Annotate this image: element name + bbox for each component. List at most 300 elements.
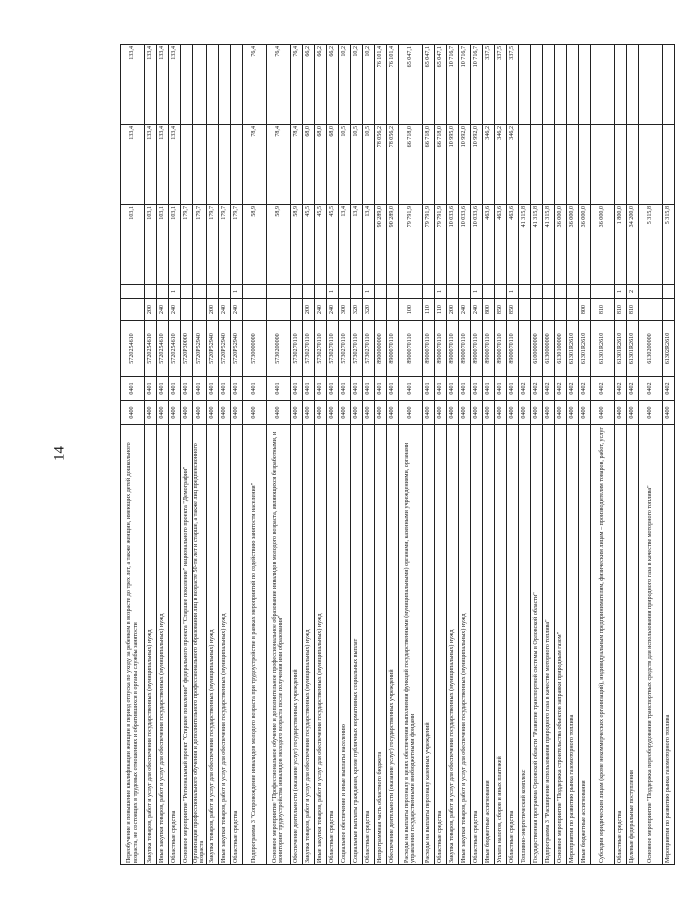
amount-year-3: 65 047,1 xyxy=(434,45,446,125)
table-row xyxy=(506,45,518,865)
table-row xyxy=(169,45,181,865)
subsection-code: 0401 xyxy=(458,377,470,401)
funding-source-code xyxy=(338,285,350,299)
amount-year-1: 58,9 xyxy=(290,205,302,285)
section-code: 0400 xyxy=(554,401,566,425)
amount-year-2 xyxy=(181,125,193,205)
subsection-code: 0401 xyxy=(398,377,422,401)
amount-year-1: 10 033,6 xyxy=(458,205,470,285)
section-code: 0400 xyxy=(446,401,458,425)
target-article-code: 61301R2610 xyxy=(614,321,626,377)
amount-year-1: 79 791,9 xyxy=(434,205,446,285)
amount-year-2: 78,4 xyxy=(266,125,290,205)
amount-year-2: 133,4 xyxy=(121,125,145,205)
amount-year-1: 41 315,8 xyxy=(542,205,554,285)
funding-source-code xyxy=(458,285,470,299)
subsection-code: 0401 xyxy=(434,377,446,401)
amount-year-1: 45,5 xyxy=(326,205,338,285)
amount-year-1: 179,7 xyxy=(193,205,207,285)
expense-type-code xyxy=(193,299,207,321)
row-name: Государственная программа Орловской области "Развитие транспортной системы в Орловской области" xyxy=(530,425,542,865)
amount-year-3: 337,5 xyxy=(482,45,494,125)
row-name: Переобучение и повышение квалификации женщин в период отпуска по уходу за ребенком в возрасте до трех лет, а также женщин, имеющих детей дошкольного возраста, не состоящих в трудовых отношениях и обратившихся в органы службы занятости xyxy=(121,425,145,865)
expense-type-code: 240 xyxy=(157,299,169,321)
amount-year-1: 36 000,0 xyxy=(554,205,566,285)
row-name: Основное мероприятие "Поддержка строительства объектов заправки природным газом" xyxy=(554,425,566,865)
row-name: Социальные выплаты гражданам, кроме публичных нормативных социальных выплат xyxy=(350,425,362,865)
expense-type-code: 200 xyxy=(145,299,157,321)
row-name: Областные средства xyxy=(230,425,242,865)
amount-year-1: 179,7 xyxy=(218,205,230,285)
amount-year-3 xyxy=(554,45,566,125)
expense-type-code xyxy=(638,299,662,321)
amount-year-3 xyxy=(566,45,578,125)
target-article-code: 61301R2610 xyxy=(566,321,578,377)
rotated-page-content xyxy=(120,45,672,865)
amount-year-3: 133,4 xyxy=(121,45,145,125)
row-name: Основное мероприятие "Поддержка переоборудования транспортных средств для использования природного газа в качестве моторного топлива" xyxy=(638,425,662,865)
subsection-code: 0401 xyxy=(386,377,398,401)
subsection-code: 0402 xyxy=(566,377,578,401)
expense-type-code: 240 xyxy=(314,299,326,321)
expense-type-code: 200 xyxy=(302,299,314,321)
row-name: Закупка товаров, работ и услуг для обеспечения государственных (муниципальных) нужд xyxy=(446,425,458,865)
row-name: Топливно-энергетический комплекс xyxy=(518,425,530,865)
subsection-code: 0402 xyxy=(638,377,662,401)
amount-year-2 xyxy=(626,125,638,205)
target-article-code: 5730270110 xyxy=(326,321,338,377)
amount-year-1: 45,5 xyxy=(314,205,326,285)
funding-source-code xyxy=(398,285,422,299)
section-code: 0400 xyxy=(206,401,218,425)
row-name: Закупка товаров, работ и услуг для обеспечения государственных (муниципальных) нужд xyxy=(145,425,157,865)
funding-source-code xyxy=(422,285,434,299)
target-article-code: 61301R2610 xyxy=(578,321,590,377)
table-row xyxy=(662,45,674,865)
section-code: 0400 xyxy=(470,401,482,425)
subsection-code: 0402 xyxy=(614,377,626,401)
amount-year-1: 10 033,6 xyxy=(446,205,458,285)
section-code: 0400 xyxy=(494,401,506,425)
section-code: 0400 xyxy=(242,401,266,425)
table-row xyxy=(518,45,530,865)
amount-year-1: 179,7 xyxy=(206,205,218,285)
section-code: 0400 xyxy=(326,401,338,425)
amount-year-1: 103,1 xyxy=(169,205,181,285)
target-article-code: 5730270110 xyxy=(314,321,326,377)
amount-year-2: 68,0 xyxy=(314,125,326,205)
amount-year-1: 79 791,9 xyxy=(398,205,422,285)
subsection-code: 0401 xyxy=(506,377,518,401)
subsection-code: 0401 xyxy=(157,377,169,401)
section-code: 0400 xyxy=(157,401,169,425)
target-article-code: 5730270110 xyxy=(362,321,374,377)
amount-year-3: 10 716,7 xyxy=(446,45,458,125)
amount-year-3: 66,2 xyxy=(326,45,338,125)
amount-year-2 xyxy=(193,125,207,205)
target-article-code: 5720254610 xyxy=(145,321,157,377)
section-code: 0400 xyxy=(434,401,446,425)
amount-year-1: 90 289,0 xyxy=(386,205,398,285)
subsection-code: 0401 xyxy=(422,377,434,401)
table-row xyxy=(362,45,374,865)
amount-year-2: 10,5 xyxy=(362,125,374,205)
table-row xyxy=(326,45,338,865)
amount-year-3 xyxy=(193,45,207,125)
amount-year-1: 1 800,0 xyxy=(614,205,626,285)
table-row xyxy=(266,45,290,865)
row-name: Областные средства xyxy=(470,425,482,865)
amount-year-2 xyxy=(554,125,566,205)
amount-year-1: 13,4 xyxy=(362,205,374,285)
funding-source-code: 1 xyxy=(230,285,242,299)
section-code: 0400 xyxy=(398,401,422,425)
target-article-code: 8900070110 xyxy=(482,321,494,377)
funding-source-code: 1 xyxy=(362,285,374,299)
amount-year-2 xyxy=(578,125,590,205)
expense-type-code: 240 xyxy=(326,299,338,321)
amount-year-1: 41 315,8 xyxy=(518,205,530,285)
target-article-code: 5730270110 xyxy=(338,321,350,377)
section-code: 0400 xyxy=(193,401,207,425)
funding-source-code xyxy=(242,285,266,299)
subsection-code: 0402 xyxy=(590,377,614,401)
subsection-code: 0402 xyxy=(542,377,554,401)
section-code: 0400 xyxy=(374,401,386,425)
funding-source-code xyxy=(302,285,314,299)
amount-year-3: 10 716,7 xyxy=(458,45,470,125)
subsection-code: 0402 xyxy=(518,377,530,401)
funding-source-code: 1 xyxy=(169,285,181,299)
target-article-code: 5720P52940 xyxy=(230,321,242,377)
amount-year-1: 463,6 xyxy=(494,205,506,285)
table-row xyxy=(338,45,350,865)
amount-year-2 xyxy=(230,125,242,205)
funding-source-code xyxy=(662,285,674,299)
expense-type-code: 810 xyxy=(626,299,638,321)
target-article-code: 5720254610 xyxy=(121,321,145,377)
target-article-code: 61302R2610 xyxy=(662,321,674,377)
subsection-code: 0401 xyxy=(314,377,326,401)
target-article-code: 6130200000 xyxy=(638,321,662,377)
target-article-code: 8900070110 xyxy=(494,321,506,377)
table-row xyxy=(230,45,242,865)
table-row xyxy=(350,45,362,865)
table-row xyxy=(578,45,590,865)
funding-source-code xyxy=(386,285,398,299)
funding-source-code xyxy=(206,285,218,299)
amount-year-2 xyxy=(530,125,542,205)
funding-source-code xyxy=(374,285,386,299)
amount-year-2 xyxy=(638,125,662,205)
section-code: 0400 xyxy=(458,401,470,425)
table-row xyxy=(494,45,506,865)
amount-year-2: 346,2 xyxy=(482,125,494,205)
amount-year-3: 66,2 xyxy=(314,45,326,125)
amount-year-3: 337,5 xyxy=(494,45,506,125)
section-code: 0400 xyxy=(578,401,590,425)
row-name: Иные закупки товаров, работ и услуг для обеспечения государственных (муниципальных) нужд xyxy=(157,425,169,865)
row-name: Целевые федеральные поступления xyxy=(626,425,638,865)
section-code: 0400 xyxy=(169,401,181,425)
amount-year-1: 5 315,8 xyxy=(662,205,674,285)
table-row xyxy=(145,45,157,865)
funding-source-code xyxy=(314,285,326,299)
table-row xyxy=(314,45,326,865)
target-article-code: 5730200000 xyxy=(266,321,290,377)
target-article-code: 5730270110 xyxy=(302,321,314,377)
table-row xyxy=(121,45,145,865)
amount-year-1: 13,4 xyxy=(350,205,362,285)
amount-year-2: 346,2 xyxy=(506,125,518,205)
subsection-code: 0402 xyxy=(530,377,542,401)
subsection-code: 0401 xyxy=(206,377,218,401)
amount-year-2: 346,2 xyxy=(494,125,506,205)
row-name: Расходы на выплаты персоналу казенных учреждений xyxy=(422,425,434,865)
section-code: 0400 xyxy=(121,401,145,425)
amount-year-3: 10,2 xyxy=(338,45,350,125)
amount-year-2: 10 995,0 xyxy=(446,125,458,205)
target-article-code: 6130000000 xyxy=(542,321,554,377)
amount-year-1: 10 033,6 xyxy=(470,205,482,285)
target-article-code: 5730270110 xyxy=(290,321,302,377)
section-code: 0400 xyxy=(338,401,350,425)
table-row xyxy=(193,45,207,865)
amount-year-1: 36 000,0 xyxy=(590,205,614,285)
section-code: 0400 xyxy=(266,401,290,425)
table-row xyxy=(590,45,614,865)
expense-type-code: 110 xyxy=(422,299,434,321)
amount-year-3 xyxy=(590,45,614,125)
row-name: Социальное обеспечение и иные выплаты населению xyxy=(338,425,350,865)
target-article-code: 5720254610 xyxy=(157,321,169,377)
row-name: Закупка товаров, работ и услуг для обеспечения государственных (муниципальных) нужд xyxy=(206,425,218,865)
table-row xyxy=(458,45,470,865)
funding-source-code xyxy=(578,285,590,299)
expense-type-code xyxy=(242,299,266,321)
amount-year-3: 65 047,1 xyxy=(422,45,434,125)
table-row xyxy=(398,45,422,865)
subsection-code: 0401 xyxy=(350,377,362,401)
table-row xyxy=(157,45,169,865)
section-code: 0400 xyxy=(518,401,530,425)
section-code: 0400 xyxy=(566,401,578,425)
section-code: 0400 xyxy=(614,401,626,425)
target-article-code: 8900070110 xyxy=(470,321,482,377)
amount-year-1: 36 000,0 xyxy=(566,205,578,285)
table-row xyxy=(386,45,398,865)
target-article-code: 8900070110 xyxy=(446,321,458,377)
amount-year-1: 58,9 xyxy=(266,205,290,285)
expense-type-code: 320 xyxy=(362,299,374,321)
subsection-code: 0401 xyxy=(230,377,242,401)
subsection-code: 0402 xyxy=(554,377,566,401)
amount-year-1: 13,4 xyxy=(338,205,350,285)
funding-source-code xyxy=(266,285,290,299)
amount-year-3 xyxy=(578,45,590,125)
amount-year-1: 34 200,0 xyxy=(626,205,638,285)
amount-year-2 xyxy=(662,125,674,205)
target-article-code: 5730270110 xyxy=(350,321,362,377)
amount-year-1: 463,6 xyxy=(482,205,494,285)
amount-year-2 xyxy=(206,125,218,205)
amount-year-3: 10 716,7 xyxy=(470,45,482,125)
row-name: Областные средства xyxy=(506,425,518,865)
row-name: Областные средства xyxy=(362,425,374,865)
amount-year-1: 179,7 xyxy=(230,205,242,285)
subsection-code: 0401 xyxy=(482,377,494,401)
subsection-code: 0402 xyxy=(626,377,638,401)
amount-year-1: 79 791,9 xyxy=(422,205,434,285)
funding-source-code xyxy=(446,285,458,299)
funding-source-code: 2 xyxy=(626,285,638,299)
expense-type-code: 810 xyxy=(590,299,614,321)
section-code: 0400 xyxy=(290,401,302,425)
expense-type-code: 800 xyxy=(482,299,494,321)
amount-year-2 xyxy=(566,125,578,205)
section-code: 0400 xyxy=(662,401,674,425)
subsection-code: 0401 xyxy=(218,377,230,401)
amount-year-2: 66 718,0 xyxy=(434,125,446,205)
row-name: Областные средства xyxy=(614,425,626,865)
expense-type-code: 850 xyxy=(494,299,506,321)
expense-type-code: 850 xyxy=(506,299,518,321)
subsection-code: 0401 xyxy=(169,377,181,401)
amount-year-3: 10,2 xyxy=(362,45,374,125)
amount-year-3 xyxy=(614,45,626,125)
target-article-code: 8900070110 xyxy=(434,321,446,377)
row-name: Мероприятия по развитию рынка газомоторного топлива xyxy=(566,425,578,865)
section-code: 0400 xyxy=(626,401,638,425)
section-code: 0400 xyxy=(530,401,542,425)
funding-source-code xyxy=(181,285,193,299)
funding-source-code: 1 xyxy=(326,285,338,299)
expense-type-code xyxy=(662,299,674,321)
expense-type-code: 200 xyxy=(446,299,458,321)
row-name: Основное мероприятие "Региональный проект "Старшее поколение" федерального проекта "Старшее поколение" национального проекта "Демография" xyxy=(181,425,193,865)
amount-year-3 xyxy=(181,45,193,125)
table-row xyxy=(614,45,626,865)
row-name: Субсидии юридическим лицам (кроме некоммерческих организаций), индивидуальным предпринимателям, физическим лицам – производителям товаров, работ, услуг xyxy=(590,425,614,865)
table-row xyxy=(482,45,494,865)
row-name: Областные средства xyxy=(169,425,181,865)
expense-type-code xyxy=(566,299,578,321)
table-row xyxy=(181,45,193,865)
expense-type-code xyxy=(121,299,145,321)
subsection-code: 0401 xyxy=(326,377,338,401)
amount-year-2: 68,0 xyxy=(302,125,314,205)
expense-type-code xyxy=(554,299,566,321)
amount-year-2: 10 992,0 xyxy=(458,125,470,205)
amount-year-3: 10,2 xyxy=(350,45,362,125)
section-code: 0400 xyxy=(230,401,242,425)
section-code: 0400 xyxy=(422,401,434,425)
subsection-code: 0401 xyxy=(121,377,145,401)
expense-type-code: 320 xyxy=(350,299,362,321)
amount-year-2: 133,4 xyxy=(157,125,169,205)
row-name: Иные закупки товаров, работ и услуг для обеспечения государственных (муниципальных) нужд xyxy=(458,425,470,865)
section-code: 0400 xyxy=(482,401,494,425)
table-row xyxy=(446,45,458,865)
amount-year-3: 133,4 xyxy=(157,45,169,125)
target-article-code: 5720P30000 xyxy=(181,321,193,377)
amount-year-1: 45,5 xyxy=(302,205,314,285)
amount-year-3 xyxy=(530,45,542,125)
expense-type-code: 810 xyxy=(614,299,626,321)
target-article-code: 5720P52940 xyxy=(206,321,218,377)
target-article-code xyxy=(518,321,530,377)
target-article-code: 8900000000 xyxy=(374,321,386,377)
expense-type-code: 100 xyxy=(398,299,422,321)
expense-type-code xyxy=(542,299,554,321)
subsection-code: 0401 xyxy=(290,377,302,401)
subsection-code: 0401 xyxy=(193,377,207,401)
amount-year-3 xyxy=(626,45,638,125)
section-code: 0400 xyxy=(218,401,230,425)
table-row xyxy=(566,45,578,865)
target-article-code: 5720254610 xyxy=(169,321,181,377)
amount-year-2: 78,4 xyxy=(242,125,266,205)
table-row xyxy=(626,45,638,865)
target-article-code: 8900070110 xyxy=(422,321,434,377)
funding-source-code xyxy=(518,285,530,299)
amount-year-2: 10,5 xyxy=(338,125,350,205)
row-name: Подпрограмма 3 "Расширение использования природного газа в качестве моторного топлива" xyxy=(542,425,554,865)
table-row xyxy=(554,45,566,865)
page-number: 14 xyxy=(51,446,68,461)
expense-type-code xyxy=(374,299,386,321)
amount-year-3: 133,4 xyxy=(145,45,157,125)
funding-source-code xyxy=(145,285,157,299)
amount-year-2 xyxy=(218,125,230,205)
subsection-code: 0402 xyxy=(578,377,590,401)
expense-type-code: 240 xyxy=(230,299,242,321)
expense-type-code xyxy=(290,299,302,321)
section-code: 0400 xyxy=(350,401,362,425)
target-article-code: 5720P52940 xyxy=(218,321,230,377)
amount-year-2: 78 056,2 xyxy=(386,125,398,205)
amount-year-3 xyxy=(542,45,554,125)
expense-type-code: 240 xyxy=(169,299,181,321)
amount-year-2: 66 718,0 xyxy=(422,125,434,205)
table-row xyxy=(434,45,446,865)
amount-year-1: 58,9 xyxy=(242,205,266,285)
target-article-code: 61301R2610 xyxy=(590,321,614,377)
funding-source-code xyxy=(638,285,662,299)
row-name: Иные закупки товаров, работ и услуг для обеспечения государственных (муниципальных) нужд xyxy=(218,425,230,865)
row-name: Организация профессионального обучения и дополнительного профессионального образования лиц в возрасте 50-ти лет и старше, а также лиц предпенсионного возраста xyxy=(193,425,207,865)
expense-type-code xyxy=(386,299,398,321)
target-article-code: 5720P52940 xyxy=(193,321,207,377)
section-code: 0400 xyxy=(145,401,157,425)
amount-year-1: 103,1 xyxy=(145,205,157,285)
subsection-code: 0402 xyxy=(662,377,674,401)
row-name: Обеспечение деятельности (оказание услуг) государственных учреждений xyxy=(386,425,398,865)
table-row xyxy=(242,45,266,865)
funding-source-code xyxy=(530,285,542,299)
table-row xyxy=(542,45,554,865)
table-row xyxy=(290,45,302,865)
target-article-code: 8900070110 xyxy=(458,321,470,377)
funding-source-code xyxy=(566,285,578,299)
amount-year-2: 66 718,0 xyxy=(398,125,422,205)
amount-year-2: 78 056,2 xyxy=(374,125,386,205)
amount-year-2 xyxy=(590,125,614,205)
subsection-code: 0401 xyxy=(302,377,314,401)
amount-year-3: 133,4 xyxy=(169,45,181,125)
row-name: Закупка товаров, работ и услуг для обеспечения государственных (муниципальных) нужд xyxy=(302,425,314,865)
funding-source-code xyxy=(482,285,494,299)
